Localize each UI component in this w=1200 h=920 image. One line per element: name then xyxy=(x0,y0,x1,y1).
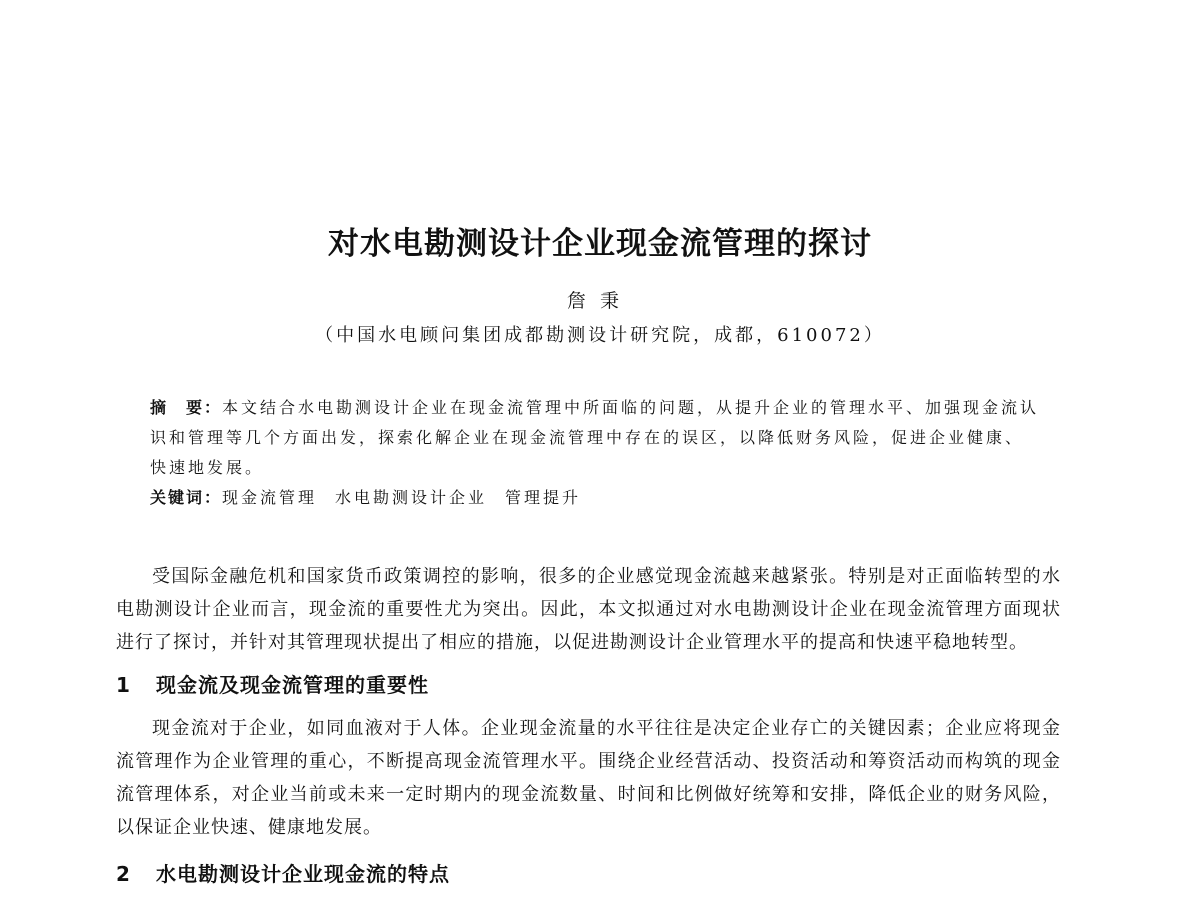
section-1-number: 1 xyxy=(116,673,131,697)
abstract-paragraph xyxy=(150,393,1040,483)
section-1-paragraph: 现金流对于企业，如同血液对于人体。企业现金流量的水平往往是决定企业存亡的关键因素；企业应将现金流管理作为企业管理的重心，不断提高现金流管理水平。围绕企业经营活动、投资活动和筹资活动而构筑的现金流管理体系，对企业当前或未来一定时期内的现金流数量、时间和比例做好统筹和安排，降低企业的财务风险，以保证企业快速、健康地发展。 xyxy=(116,718,1061,838)
abstract-text: 本文结合水电勘测设计企业在现金流管理中所面临的问题，从提升企业的管理水平、加强现金流认识和管理等几个方面出发，探索化解企业在现金流管理中存在的误区，以降低财务风险，促进企业健康、快速地发展。 xyxy=(150,398,1040,477)
abstract-label: 摘 要： xyxy=(150,398,223,417)
abstract-block xyxy=(150,393,1040,513)
section-1-heading xyxy=(116,669,1061,702)
keyword-item: 管理提升 xyxy=(505,488,582,507)
keyword-item: 水电勘测设计企业 xyxy=(335,488,488,507)
section-2-number: 2 xyxy=(116,862,131,886)
intro-paragraph: 受国际金融危机和国家货币政策调控的影响，很多的企业感觉现金流越来越紧张。特别是对正面临转型的水电勘测设计企业而言，现金流的重要性尤为突出。因此，本文拟通过对水电勘测设计企业在现金流管理方面现状进行了探讨，并针对其管理现状提出了相应的措施，以促进勘测设计企业管理水平的提高和快速平稳地转型。 xyxy=(116,566,1061,653)
section-2-heading xyxy=(116,858,1061,886)
section-2-title: 水电勘测设计企业现金流的特点 xyxy=(156,862,450,886)
keywords-label: 关键词： xyxy=(150,488,223,507)
keywords-line xyxy=(150,483,1040,513)
paper-title: 对水电勘测设计企业现金流管理的探讨 xyxy=(328,226,872,262)
section-1-title: 现金流及现金流管理的重要性 xyxy=(156,673,429,697)
author-affiliation: （中国水电顾问集团成都勘测设计研究院，成都，610072） xyxy=(315,325,885,346)
keyword-item: 现金流管理 xyxy=(222,488,318,507)
author-name: 詹秉 xyxy=(566,290,633,312)
body-text xyxy=(116,560,1061,886)
